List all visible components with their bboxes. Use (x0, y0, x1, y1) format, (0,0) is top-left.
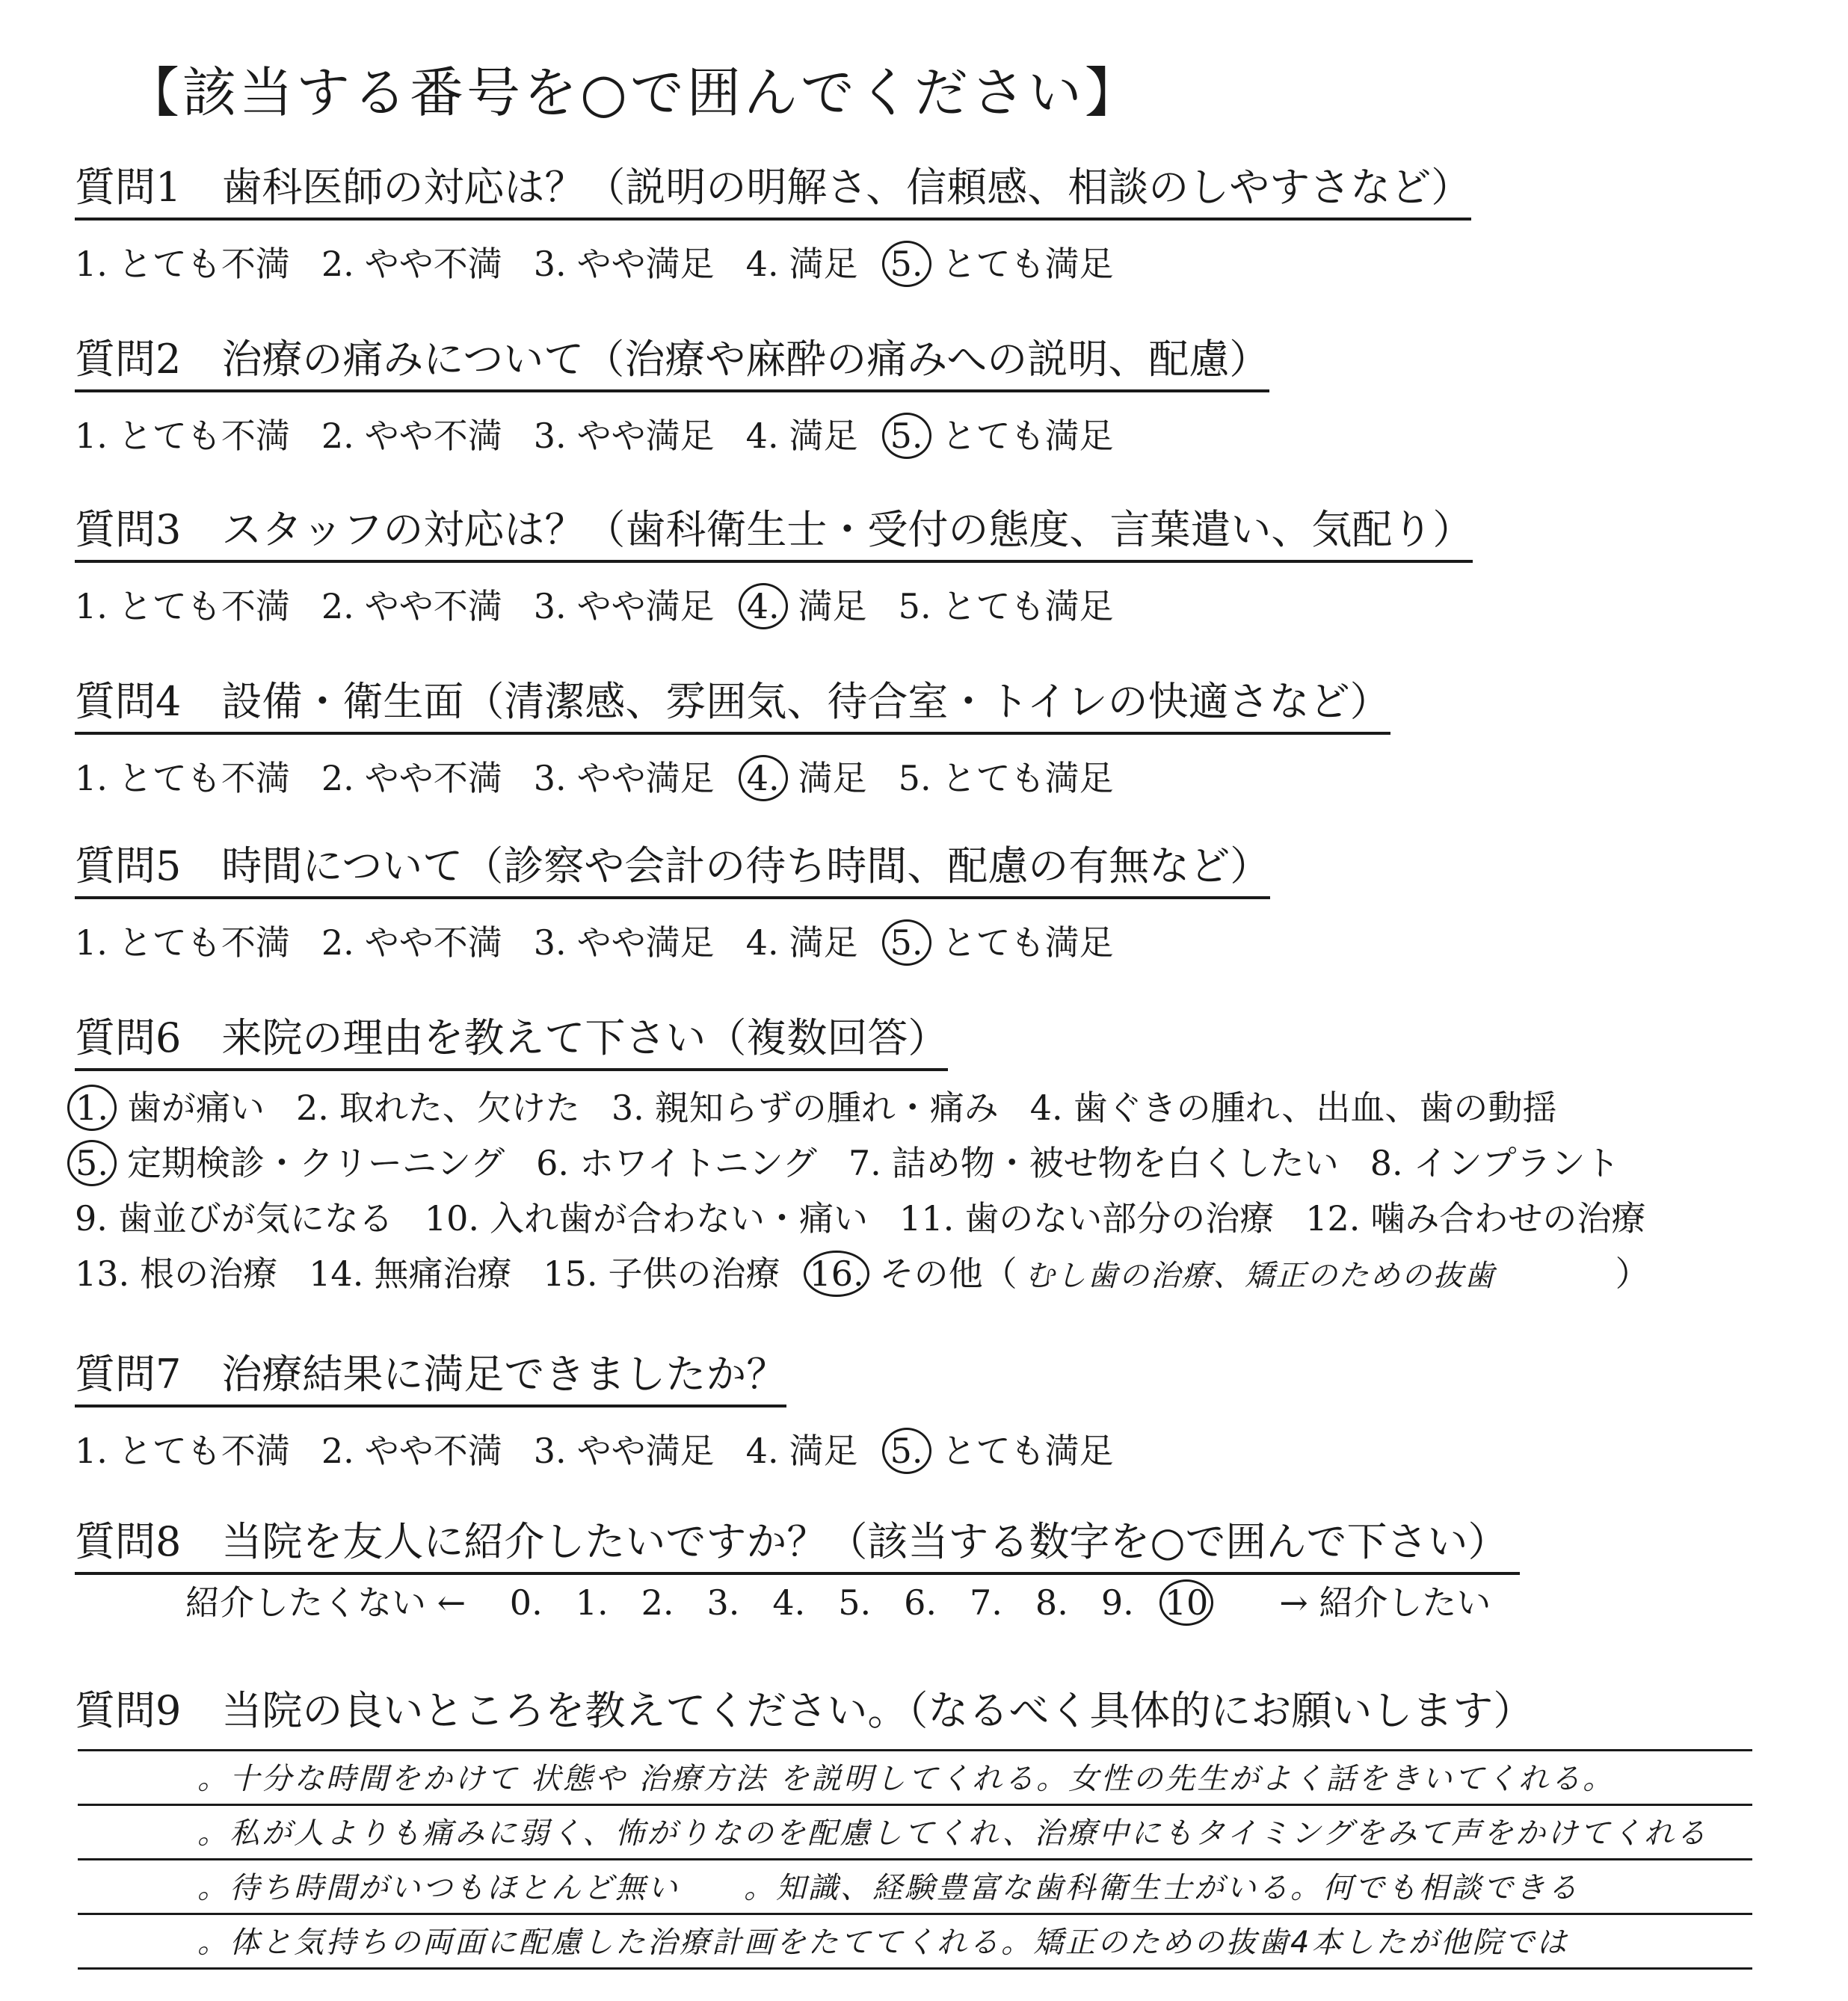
question-4 (75, 670, 1390, 801)
option-label: とても満足 (941, 758, 1114, 798)
option-label: 歯が痛い (127, 1088, 265, 1128)
option[interactable] (75, 1246, 277, 1301)
option-label: 取れた、欠けた (339, 1088, 580, 1128)
option-number: 11. (899, 1198, 955, 1239)
option-number: 2. (321, 586, 354, 626)
option[interactable] (534, 916, 715, 965)
option-label: とても不満 (117, 586, 290, 626)
option-row (75, 1191, 1681, 1246)
question-text: 当院の良いところを教えてください。（なるべく具体的にお願いします） (221, 1687, 1534, 1734)
question-5-options (75, 916, 1270, 966)
question-7 (75, 1342, 1145, 1474)
question-text: 治療の痛みについて（治療や麻酔の痛みへの説明、配慮） (221, 336, 1270, 383)
scale-value-selected[interactable] (1164, 1582, 1247, 1623)
option-label: とても満足 (941, 922, 1114, 963)
question-number: 質問9 (75, 1687, 182, 1734)
scale-value[interactable]: 5. (838, 1582, 872, 1623)
option-number: 9. (75, 1198, 108, 1239)
question-7-title (75, 1342, 786, 1408)
question-6-options (75, 1080, 1681, 1304)
option-number: 4. (1029, 1088, 1063, 1128)
option[interactable] (534, 1424, 715, 1473)
option-number: 12. (1305, 1198, 1361, 1239)
option[interactable] (746, 916, 858, 965)
option[interactable] (75, 751, 290, 801)
scale-number: 10 (1159, 1579, 1214, 1626)
question-3 (75, 498, 1473, 629)
scale-left-label: 紹介したくない ← (185, 1582, 466, 1623)
option-label: 歯並びが気になる (117, 1198, 393, 1239)
option-number: 5. (898, 758, 931, 798)
question-2-options (75, 409, 1269, 459)
option-label: その他（ (879, 1254, 1017, 1294)
option-row (75, 1135, 1681, 1191)
option-label: 歯のない部分の治療 (964, 1198, 1275, 1239)
option-number: 3. (533, 416, 567, 456)
option[interactable] (75, 1191, 393, 1246)
option-label: とても満足 (941, 244, 1114, 284)
option[interactable] (899, 579, 1114, 629)
question-number: 質問2 (75, 336, 182, 383)
option-number: 3. (533, 1431, 567, 1471)
option-number: 4. (739, 755, 788, 801)
option-label: ホワイトニング (579, 1143, 817, 1183)
option-number: 13. (75, 1254, 130, 1294)
option[interactable] (534, 409, 715, 458)
comment-line (78, 1860, 1752, 1915)
option[interactable] (848, 1135, 1339, 1191)
option-label: 無痛治療 (374, 1254, 512, 1294)
option-number: 5. (67, 1140, 117, 1186)
option-selected[interactable] (890, 237, 1114, 287)
comment-line (78, 1697, 1752, 1751)
option-selected[interactable] (811, 1246, 1649, 1304)
option-number: 7. (848, 1143, 881, 1183)
option[interactable] (746, 237, 858, 286)
option-number: 4. (745, 244, 779, 284)
other-close-paren: ） (1615, 1254, 1650, 1294)
option[interactable] (534, 751, 715, 801)
option-selected[interactable] (75, 1135, 505, 1191)
option-number: 3. (611, 1088, 644, 1128)
question-5-title (75, 834, 1270, 899)
option-number: 2. (321, 758, 354, 798)
option-number: 2. (321, 1431, 354, 1471)
question-text: 当院を友人に紹介したいですか？（該当する数字を○で囲んで下さい） (221, 1518, 1509, 1565)
question-2 (75, 327, 1269, 459)
option-number: 4. (745, 1431, 779, 1471)
handwritten-comment: 。待ち時間がいつもほとんど無い 。知識、経験豊富な歯科衛生士がいる。何でも相談できる (197, 1871, 1580, 1905)
option-number: 10. (424, 1198, 480, 1239)
scale-value[interactable]: 4. (772, 1582, 806, 1623)
option-number: 16. (804, 1251, 869, 1297)
option-label: やや満足 (576, 244, 715, 284)
question-6 (75, 1006, 1681, 1304)
option-row (75, 1080, 1681, 1135)
comment-line (78, 1915, 1752, 1970)
instruction-header: 【該当する番号を○で囲んでください】 (126, 61, 1142, 124)
question-text: 来院の理由を教えて下さい（複数回答） (221, 1014, 949, 1061)
scale-value[interactable]: 2. (641, 1582, 674, 1623)
option-label: やや不満 (364, 922, 502, 963)
comment-line (78, 1751, 1752, 1806)
option-number: 3. (533, 758, 567, 798)
question-1-options (75, 237, 1471, 287)
option[interactable] (543, 1246, 780, 1301)
other-answer-handwritten: むし歯の治療、矯正のための抜歯 (1024, 1259, 1496, 1293)
option-label: 歯ぐきの腫れ、出血、歯の動揺 (1073, 1088, 1557, 1128)
recommend-scale (185, 1576, 1524, 1626)
option-label: インプラント (1413, 1143, 1620, 1183)
option-label: とても満足 (941, 1431, 1114, 1471)
option-label: 定期検診・クリーニング (127, 1143, 505, 1183)
option-label: とても不満 (117, 922, 290, 963)
option[interactable] (536, 1135, 817, 1191)
question-number: 質問7 (75, 1351, 182, 1398)
option-label: 満足 (789, 244, 858, 284)
option-label: とても不満 (117, 758, 290, 798)
option-number: 3. (533, 244, 567, 284)
option[interactable] (75, 237, 290, 286)
option-selected[interactable] (746, 751, 867, 801)
question-8-title (75, 1510, 1520, 1575)
option[interactable] (75, 409, 290, 458)
question-text: 治療結果に満足できましたか？ (221, 1351, 787, 1398)
option-label: 満足 (789, 1431, 858, 1471)
option-label: やや満足 (576, 922, 715, 963)
option-number: 2. (296, 1088, 329, 1128)
option-number: 4. (739, 583, 788, 629)
option-label: とても満足 (941, 416, 1114, 456)
option-label: やや満足 (576, 1431, 715, 1471)
option[interactable] (321, 1424, 502, 1473)
option-number: 1. (75, 1431, 108, 1471)
option[interactable] (296, 1080, 580, 1135)
question-text: 設備・衛生面（清潔感、雰囲気、待合室・トイレの快適さなど） (221, 678, 1390, 725)
option[interactable] (309, 1246, 511, 1301)
option-label: 満足 (798, 758, 867, 798)
option-number: 5. (882, 413, 931, 459)
question-text: 歯科医師の対応は？（説明の明解さ、信頼感、相談のしやすさなど） (221, 164, 1472, 211)
scale-value[interactable]: 1. (575, 1582, 609, 1623)
question-5 (75, 834, 1270, 966)
option[interactable] (75, 579, 290, 629)
handwritten-comment: 。十分な時間をかけて 状態や 治療方法 を説明してくれる。女性の先生がよく話をきいてくれる。 (197, 1762, 1616, 1796)
question-8 (75, 1510, 1520, 1575)
question-2-title (75, 327, 1269, 392)
option-label: やや満足 (576, 758, 715, 798)
option-label: やや不満 (364, 758, 502, 798)
option-number: 8. (1370, 1143, 1403, 1183)
option-label: 子供の治療 (608, 1254, 780, 1294)
option-label: とても不満 (117, 1431, 290, 1471)
option-label: とても不満 (117, 416, 290, 456)
option-label: 満足 (789, 416, 858, 456)
scale-value[interactable]: 7. (970, 1582, 1002, 1623)
option[interactable] (1030, 1080, 1557, 1135)
scale-value[interactable]: 3. (706, 1582, 740, 1623)
option-number: 1. (75, 922, 108, 963)
question-number: 質問5 (75, 842, 182, 889)
option-label: やや不満 (364, 1431, 502, 1471)
question-number: 質問1 (75, 164, 182, 211)
handwritten-comment: 。私が人よりも痛みに弱く、怖がりなのを配慮してくれ、治療中にもタイミングをみて声をかけてくれる (197, 1816, 1708, 1851)
option-number: 6. (536, 1143, 569, 1183)
option[interactable] (746, 409, 858, 458)
scale-value[interactable]: 9. (1100, 1582, 1134, 1623)
option-number: 1. (75, 416, 108, 456)
option-number: 1. (75, 244, 108, 284)
option[interactable] (75, 916, 290, 965)
option[interactable] (899, 751, 1114, 801)
option-number: 5. (882, 241, 931, 287)
option-label: やや不満 (364, 244, 502, 284)
option-selected[interactable] (746, 579, 867, 629)
option[interactable] (425, 1191, 868, 1246)
question-number: 質問6 (75, 1014, 182, 1061)
question-1-title (75, 155, 1471, 221)
option[interactable] (321, 751, 502, 801)
handwritten-comment: 。体と気持ちの両面に配慮した治療計画をたててくれる。矯正のための抜歯4本したが他院では (197, 1926, 1569, 1960)
question-number: 質問4 (75, 678, 182, 725)
option-selected[interactable] (75, 1080, 265, 1135)
question-6-title (75, 1006, 948, 1071)
option-number: 1. (75, 586, 108, 626)
option-label: やや満足 (576, 586, 715, 626)
option[interactable] (1305, 1191, 1645, 1246)
option-label: 根の治療 (140, 1254, 278, 1294)
option[interactable] (534, 579, 715, 629)
option[interactable] (1370, 1135, 1620, 1191)
option[interactable] (75, 1424, 290, 1473)
option-label: やや不満 (364, 586, 502, 626)
option-label: 詰め物・被せ物を白くしたい (891, 1143, 1339, 1183)
option-number: 2. (321, 922, 354, 963)
option[interactable] (899, 1191, 1274, 1246)
option-number: 1. (75, 758, 108, 798)
question-3-title (75, 498, 1473, 563)
option-number: 4. (745, 416, 779, 456)
option-label: やや満足 (576, 416, 715, 456)
question-4-options (75, 751, 1390, 801)
scale-value[interactable]: 8. (1035, 1582, 1068, 1623)
option-label: 満足 (798, 586, 867, 626)
option-label: とても不満 (117, 244, 290, 284)
option-label: とても満足 (941, 586, 1114, 626)
option-label: 入れ歯が合わない・痛い (490, 1198, 869, 1239)
question-text: 時間について（診察や会計の待ち時間、配慮の有無など） (221, 842, 1271, 889)
comment-area (78, 1697, 1752, 1970)
question-3-options (75, 579, 1473, 629)
option-label: 満足 (789, 922, 858, 963)
option[interactable] (321, 237, 502, 286)
option-number: 2. (321, 416, 354, 456)
option-selected[interactable] (890, 409, 1114, 459)
scale-right-label: → 紹介したい (1279, 1582, 1491, 1623)
option-number: 3. (533, 922, 567, 963)
option-number: 5. (898, 586, 931, 626)
option-number: 4. (745, 922, 779, 963)
option-number: 5. (882, 919, 931, 966)
option[interactable] (321, 409, 502, 458)
option-number: 3. (533, 586, 567, 626)
option-label: 噛み合わせの治療 (1370, 1198, 1646, 1239)
question-4-title (75, 670, 1390, 735)
comment-line (78, 1806, 1752, 1860)
option[interactable] (612, 1080, 999, 1135)
scale-value[interactable]: 6. (904, 1582, 937, 1623)
question-number: 質問3 (75, 506, 182, 553)
option-number: 5. (882, 1428, 931, 1474)
option-number: 1. (67, 1085, 117, 1131)
question-number: 質問8 (75, 1518, 182, 1565)
option-row (75, 1246, 1681, 1304)
question-text: スタッフの対応は？（歯科衛生士・受付の態度、言葉遣い、気配り） (221, 506, 1473, 553)
option[interactable] (534, 237, 715, 286)
option-number: 15. (543, 1254, 598, 1294)
option[interactable] (321, 579, 502, 629)
option[interactable] (321, 916, 502, 965)
question-7-options (75, 1424, 1145, 1474)
option[interactable] (746, 1424, 858, 1473)
option-label: 親知らずの腫れ・痛み (654, 1088, 999, 1128)
option-number: 2. (321, 244, 354, 284)
option-selected[interactable] (890, 1424, 1114, 1474)
question-1 (75, 155, 1471, 287)
option-label: やや不満 (364, 416, 502, 456)
option-selected[interactable] (890, 916, 1114, 966)
scale-value[interactable]: 0. (509, 1582, 543, 1623)
option-number: 14. (309, 1254, 364, 1294)
